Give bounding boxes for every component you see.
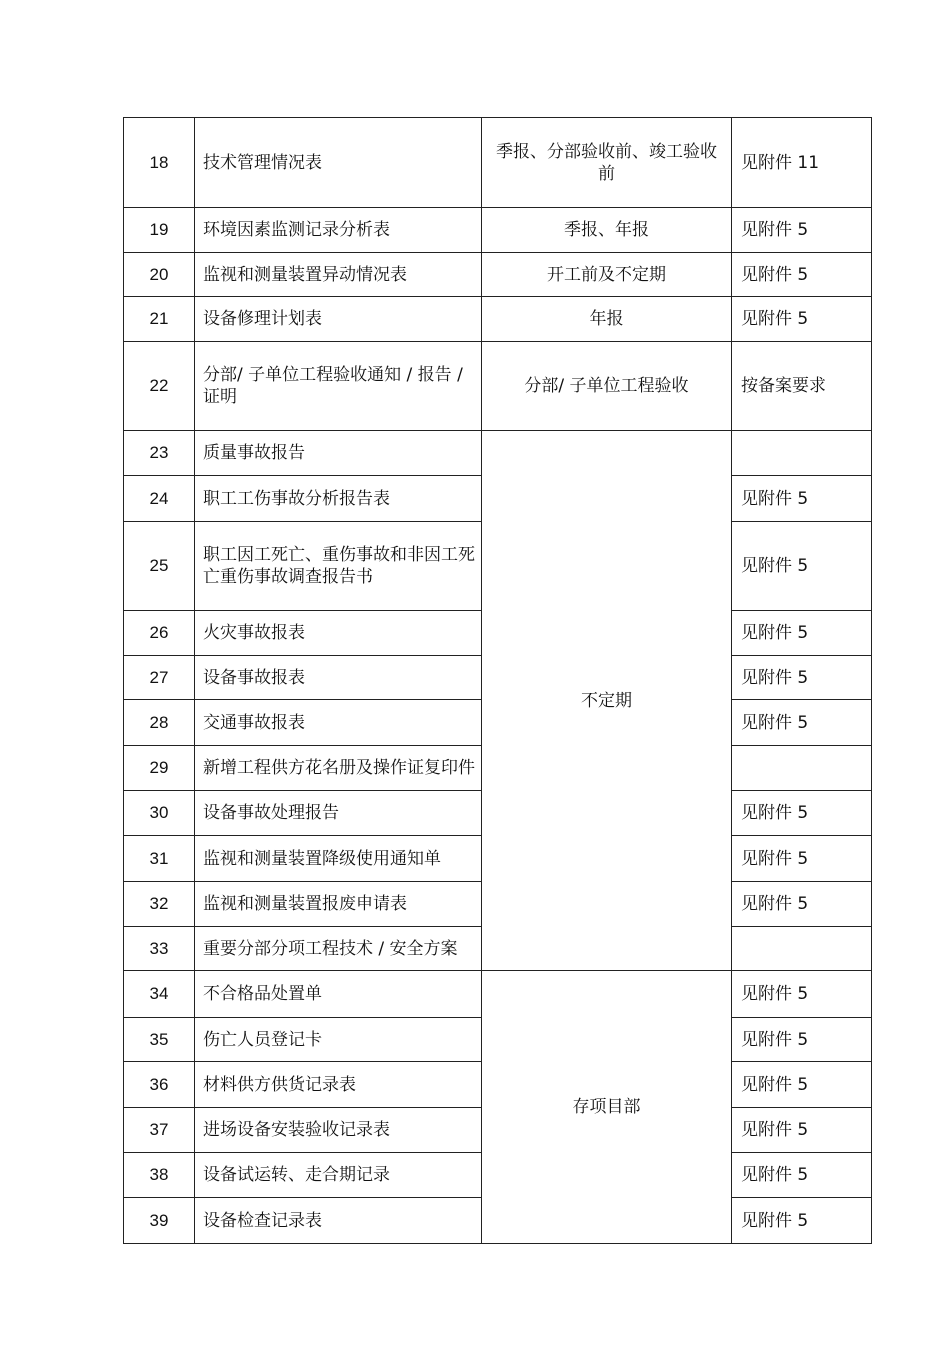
remark: 见附件 5 bbox=[732, 836, 872, 882]
remark: 见附件 5 bbox=[732, 611, 872, 656]
row-number: 23 bbox=[124, 431, 195, 476]
remark: 见附件 5 bbox=[732, 208, 872, 253]
row-number: 18 bbox=[124, 118, 195, 208]
row-number: 27 bbox=[124, 656, 195, 700]
table-row bbox=[124, 118, 872, 208]
row-number: 20 bbox=[124, 253, 195, 297]
remark: 见附件 5 bbox=[732, 476, 872, 522]
remark: 按备案要求 bbox=[732, 342, 872, 431]
row-number: 19 bbox=[124, 208, 195, 253]
remark bbox=[732, 431, 872, 476]
row-number: 38 bbox=[124, 1153, 195, 1198]
table-row bbox=[124, 253, 872, 297]
row-number: 29 bbox=[124, 746, 195, 791]
submit-time: 年报 bbox=[482, 297, 732, 342]
form-name: 技术管理情况表 bbox=[195, 118, 482, 208]
row-number: 32 bbox=[124, 882, 195, 927]
form-name: 新增工程供方花名册及操作证复印件 bbox=[195, 746, 482, 791]
merged-time-irregular: 不定期 bbox=[482, 431, 732, 971]
remark: 见附件 5 bbox=[732, 297, 872, 342]
remark: 见附件 5 bbox=[732, 1018, 872, 1062]
remark: 见附件 5 bbox=[732, 1062, 872, 1108]
submit-time: 分部/ 子单位工程验收 bbox=[482, 342, 732, 431]
row-number: 36 bbox=[124, 1062, 195, 1108]
form-name: 环境因素监测记录分析表 bbox=[195, 208, 482, 253]
form-name: 监视和测量装置降级使用通知单 bbox=[195, 836, 482, 882]
row-number: 28 bbox=[124, 700, 195, 746]
form-name: 职工工伤事故分析报告表 bbox=[195, 476, 482, 522]
table-row bbox=[124, 208, 872, 253]
form-name: 材料供方供货记录表 bbox=[195, 1062, 482, 1108]
submit-time: 季报、分部验收前、竣工验收前 bbox=[482, 118, 732, 208]
row-number: 33 bbox=[124, 927, 195, 971]
remark: 见附件 5 bbox=[732, 1153, 872, 1198]
remark: 见附件 5 bbox=[732, 971, 872, 1018]
form-name: 伤亡人员登记卡 bbox=[195, 1018, 482, 1062]
row-number: 22 bbox=[124, 342, 195, 431]
remark: 见附件 5 bbox=[732, 882, 872, 927]
remark: 见附件 5 bbox=[732, 1198, 872, 1244]
form-name: 进场设备安装验收记录表 bbox=[195, 1108, 482, 1153]
row-number: 26 bbox=[124, 611, 195, 656]
remark: 见附件 5 bbox=[732, 253, 872, 297]
remark: 见附件 5 bbox=[732, 656, 872, 700]
form-name: 火灾事故报表 bbox=[195, 611, 482, 656]
row-number: 24 bbox=[124, 476, 195, 522]
records-table bbox=[123, 117, 872, 1244]
form-name: 重要分部分项工程技术 / 安全方案 bbox=[195, 927, 482, 971]
form-name: 不合格品处置单 bbox=[195, 971, 482, 1018]
remark: 见附件 11 bbox=[732, 118, 872, 208]
form-name: 监视和测量装置异动情况表 bbox=[195, 253, 482, 297]
form-name: 质量事故报告 bbox=[195, 431, 482, 476]
row-number: 30 bbox=[124, 791, 195, 836]
table-row bbox=[124, 342, 872, 431]
remark: 见附件 5 bbox=[732, 791, 872, 836]
row-number: 39 bbox=[124, 1198, 195, 1244]
table-row bbox=[124, 971, 872, 1018]
row-number: 31 bbox=[124, 836, 195, 882]
row-number: 35 bbox=[124, 1018, 195, 1062]
remark: 见附件 5 bbox=[732, 700, 872, 746]
form-name: 分部/ 子单位工程验收通知 / 报告 / 证明 bbox=[195, 342, 482, 431]
remark bbox=[732, 927, 872, 971]
remark: 见附件 5 bbox=[732, 522, 872, 611]
row-number: 34 bbox=[124, 971, 195, 1018]
submit-time: 季报、年报 bbox=[482, 208, 732, 253]
table-row bbox=[124, 431, 872, 476]
form-name: 职工因工死亡、重伤事故和非因工死亡重伤事故调查报告书 bbox=[195, 522, 482, 611]
form-name: 监视和测量装置报废申请表 bbox=[195, 882, 482, 927]
form-name: 设备试运转、走合期记录 bbox=[195, 1153, 482, 1198]
remark: 见附件 5 bbox=[732, 1108, 872, 1153]
row-number: 37 bbox=[124, 1108, 195, 1153]
row-number: 25 bbox=[124, 522, 195, 611]
form-name: 设备修理计划表 bbox=[195, 297, 482, 342]
form-name: 设备检查记录表 bbox=[195, 1198, 482, 1244]
table-row bbox=[124, 297, 872, 342]
form-name: 交通事故报表 bbox=[195, 700, 482, 746]
remark bbox=[732, 746, 872, 791]
submit-time: 开工前及不定期 bbox=[482, 253, 732, 297]
form-name: 设备事故处理报告 bbox=[195, 791, 482, 836]
merged-time-keep-in-project: 存项目部 bbox=[482, 971, 732, 1244]
row-number: 21 bbox=[124, 297, 195, 342]
form-name: 设备事故报表 bbox=[195, 656, 482, 700]
